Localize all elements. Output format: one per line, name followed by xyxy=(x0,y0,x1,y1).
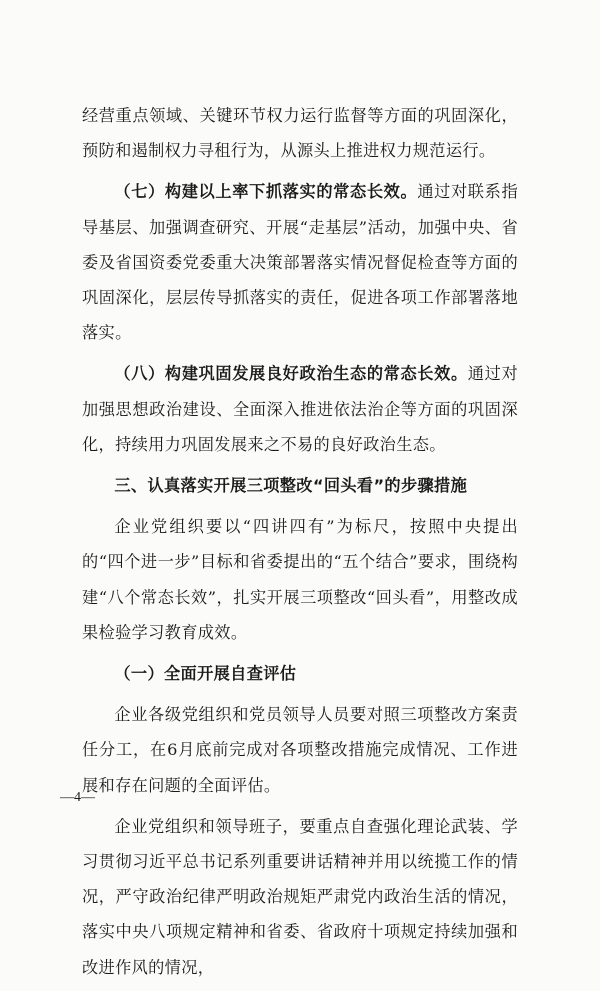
item-7-heading: （七）构建以上率下抓落实的常态长效。 xyxy=(114,182,418,202)
item-8-heading: （八）构建巩固发展良好政治生态的常态长效。 xyxy=(114,364,468,384)
page-number: —4— xyxy=(60,790,95,805)
paragraph-text: 经营重点领域、关键环节权力运行监督等方面的巩固深化，预防和遏制权力寻租行为，从源头上推进权力规范运行。 xyxy=(82,106,518,161)
paragraph-text: 企业党组织要以“四讲四有”为标尺，按照中央提出的“四个进一步”目标和省委提出的“五个结合”要求，围绕构建“八个常态长效”，扎实开展三项整改“回头看”，用整改成果检验学习教育成效。 xyxy=(82,517,518,642)
section-heading-text: 三、认真落实开展三项整改“回头看”的步骤措施 xyxy=(114,476,468,496)
paragraph-text: 企业党组织和领导班子，要重点自查强化理论武装、学习贯彻习近平总书记系列重要讲话精神并用以统揽工作的情况，严守政治纪律严明政治规矩严肃党内政治生活的情况，落实中央八项规定精神和省委、省政府十项规定持续加强和改进作风的情况， xyxy=(82,816,518,977)
paragraph-text: 通过对联系指导基层、加强调查研究、开展“走基层”活动，加强中央、省委及省国资委党委重大决策部署落实情况督促检查等方面的巩固深化，层层传导抓落实的责任，促进各项工作部署落地落实。 xyxy=(82,182,518,343)
document-body xyxy=(82,98,518,991)
subsection-heading-text: （一）全面开展自查评估 xyxy=(114,664,297,684)
section-3-heading xyxy=(82,468,518,503)
paragraph-text: 企业各级党组织和党员领导人员要对照三项整改方案责任分工，在6月底前完成对各项整改措施完成情况、工作进展和存在问题的全面评估。 xyxy=(82,705,518,795)
paragraph-text: 通过对加强思想政治建设、全面深入推进依法治企等方面的巩固深化，持续用力巩固发展来之不易的良好政治生态。 xyxy=(82,364,518,454)
subsection-1-heading xyxy=(82,656,518,691)
paragraph-item-8 xyxy=(82,356,518,462)
paragraph-leadership-review xyxy=(82,809,518,985)
paragraph-section-3-intro xyxy=(82,509,518,650)
paragraph-item-7 xyxy=(82,174,518,350)
paragraph-continuation xyxy=(82,98,518,168)
paragraph-self-assessment xyxy=(82,697,518,803)
